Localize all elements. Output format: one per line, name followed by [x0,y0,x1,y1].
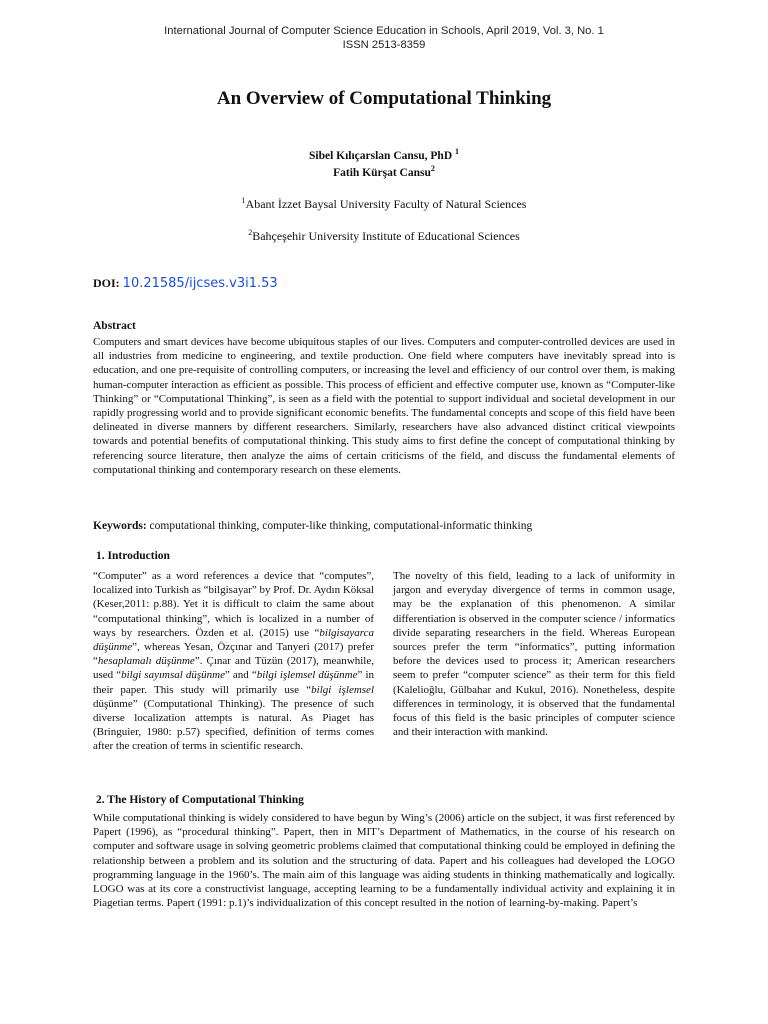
doi-link[interactable]: 10.21585/ijcses.v3i1.53 [122,276,278,291]
section-2-heading: 2. The History of Computational Thinking [96,794,304,806]
abstract-heading: Abstract [93,320,136,332]
author-2 [0,164,768,179]
issn: ISSN 2513-8359 [342,39,426,51]
intro-text-3: ”. Çınar and Tüzün (2017), meanwhile, used “ [93,655,374,682]
doi-label: DOI: [93,276,120,290]
intro-text-2: ”, whereas Yesan, Özçınar and Tanyeri (2017) prefer “ [93,641,374,668]
keywords-line [93,520,532,532]
author-2-sup: 2 [430,164,435,173]
author-1-sup: 1 [455,147,459,156]
doi-line [93,276,278,291]
intro-italic-3: bilgi sayımsal düşünme [121,669,225,682]
section-1-left-column [93,569,374,754]
intro-text-5: ” in their paper. This study will primarily use “ [93,669,374,696]
intro-text-6: düşünme” (Computational Thinking). The presence of such diverse localization attempts is natural. As Piaget has (Bringuier, 1980: p.57) specified, definition of terms comes after the creation of terms in scientific research. [93,697,374,753]
keywords-text: computational thinking, computer-like thinking, computational-informatic thinking [149,520,533,532]
section-1-right-column: The novelty of this field, leading to a lack of uniformity in jargon and everyday divergence of terms in common usage, may be the explanation of this phenomenon. A similar differentiation is observed in the computer science / informatics divide separating researchers in the field. Whereas European sources prefer the term “informatics”, putting information before the devices used to process it; American researchers seem to prefer “computer science” as their term for this field (Kalelioğlu, Gülbahar and Kukul, 2016). Nonetheless, despite differences in terminology, it is observed that the fundamental focus of this field is the basic principles of computer science and their interaction with mankind. [393,570,675,739]
affiliation-1-sup: 1 [241,196,246,205]
section-1-heading: 1. Introduction [96,550,170,562]
author-2-name: Fatih Kürşat Cansu [333,166,431,179]
intro-italic-2: hesaplamalı düşünme [97,655,195,668]
abstract-text: Computers and smart devices have become ubiquitous staples of our lives. Computers and computer-controlled devices are used in all industries from medicine to engineering, and textile production. One field where computers have inevitably spread into is education, and one pre-requisite of controlling computers, or increasing the level and efficiency of our control over them, is making human-computer interaction as efficient as possible. This process of efficient and effective computer use, known as “Computer-like Thinking” or “Computational Thinking”, is seen as a field with the potential to support individual and societal development in our rapidly progressing world and to provide significant economic benefits. The fundamental concepts and scope of this field have been delineated in diverse manners by different researchers. Similarly, researchers have also advanced distinct critical viewpoints towards and potential benefits of computational thinking. This study aims to first define the concept of computational thinking by referencing source literature, then analyze the aims of certain criticisms of the field, and discuss the fundamental elements of computational thinking and contemporary research on these elements. [93,336,675,476]
intro-italic-5: bilgi işlemsel [311,683,374,696]
intro-italic-4: bilgi işlemsel düşünme [256,669,358,682]
journal-header [0,24,768,52]
author-1 [0,147,768,162]
affiliation-1-text: Abant İzzet Baysal University Faculty of Natural Sciences [245,197,527,211]
intro-italic-1: bilgisayarca düşünme [93,626,374,654]
paper-title: An Overview of Computational Thinking [216,88,552,109]
author-1-name: Sibel Kılıçarslan Cansu, PhD [308,149,453,162]
keywords-label: Keywords: [93,520,147,532]
affiliation-2 [0,228,768,244]
affiliation-2-text: Bahçeşehir University Institute of Educational Sciences [252,229,520,243]
intro-text-1: “Computer” as a word references a device that “computes”, localized into Turkish as “bilgisayar” by Prof. Dr. Aydın Köksal (Keser,2011: p.88). Yet it is difficult to claim the same about “computational thinking”, which is localized in a number of ways by researchers. Özden et al. (2015) use “ [93,570,374,639]
section-2-text: While computational thinking is widely considered to have begun by Wing’s (2006) article on the subject, it was first referenced by Papert (1996), as “procedural thinking”. Papert, then in MIT’s Department of Mathematics, in the course of his research on computer and software usage in solving geometric problems claimed that computational thinking could be employed in defining the relationship between a problem and its solution and the structuring of data. Papert and his colleagues had developed the LOGO programming language in the 1960’s. The main aim of this language was aiding students in thinking mathematically and logically. LOGO was at its core a constructivist language, accepting learning to be a fundamentally individual activity and explaining it in Piagetian terms. Papert (1991: p.1)’s individualization of this concept resulted in the notion of learning-by-making. Papert’s [93,812,675,910]
affiliation-1 [0,196,768,212]
affiliation-2-sup: 2 [248,228,253,237]
journal-line: International Journal of Computer Science Education in Schools, April 2019, Vol. 3, No. 1 [164,25,604,37]
intro-text-4: ” and “ [224,669,257,682]
